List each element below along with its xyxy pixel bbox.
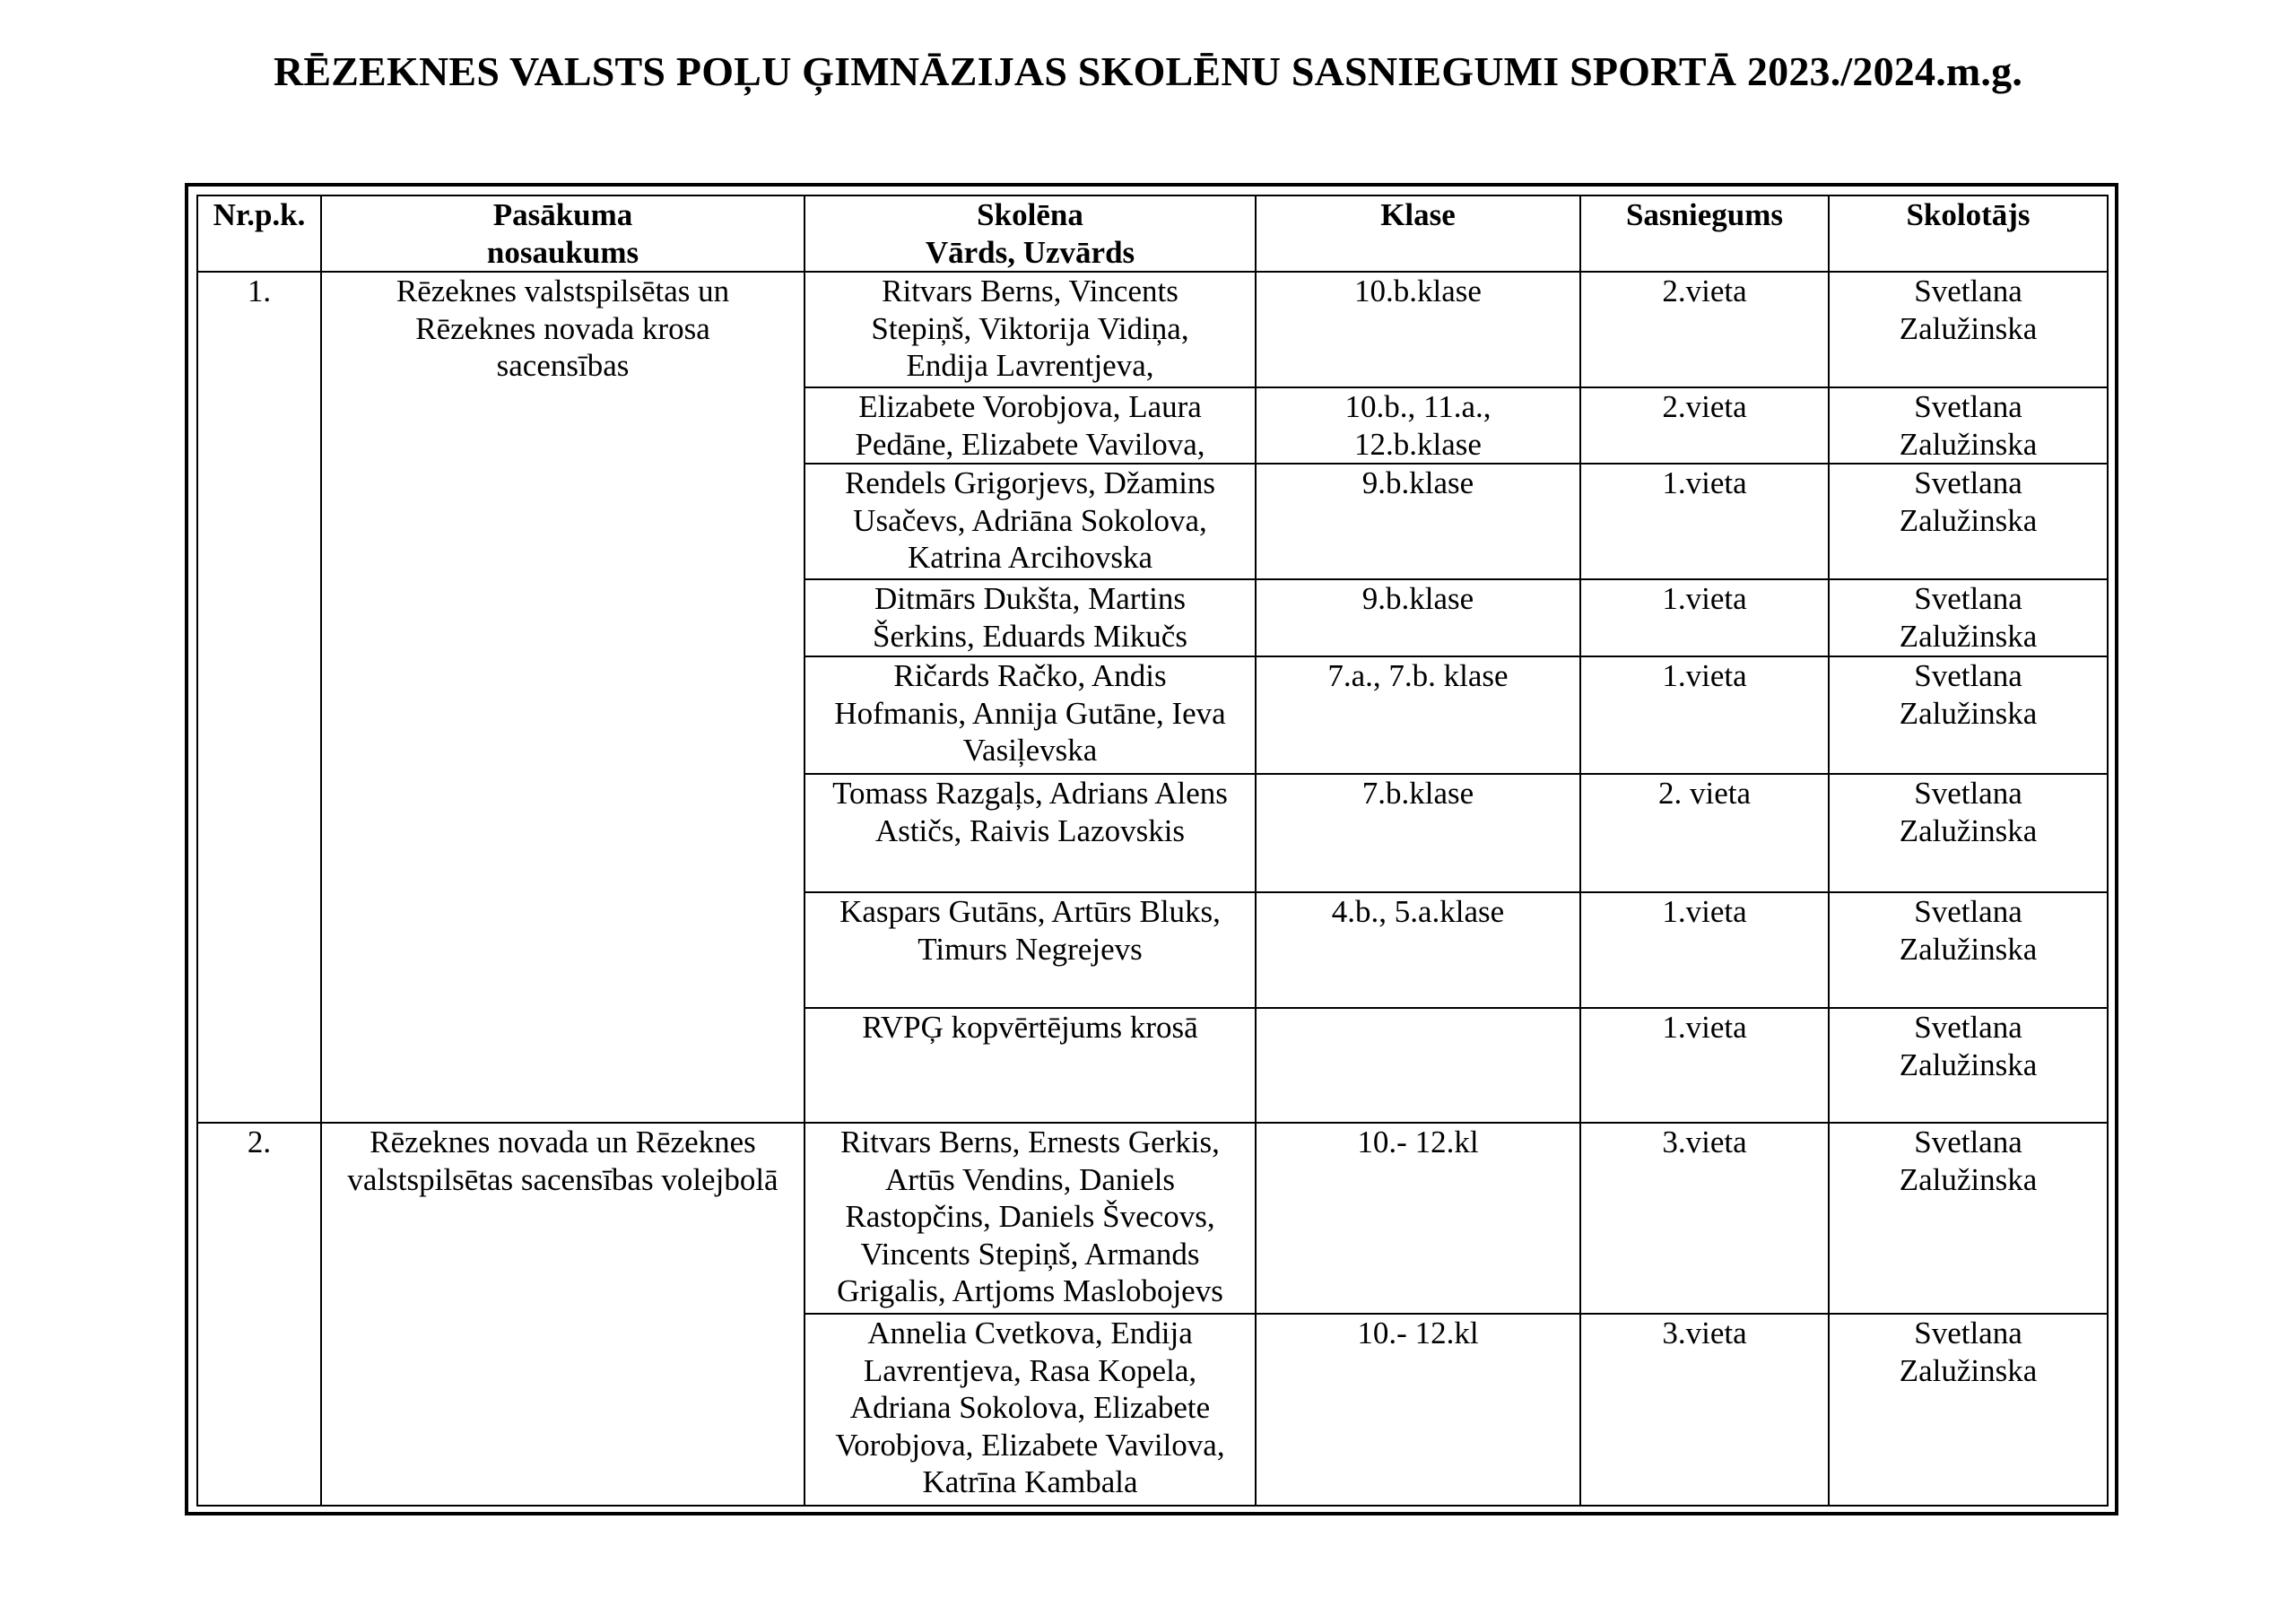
class-cell: 9.b.klase	[1256, 464, 1580, 579]
teacher-cell: Svetlana Zalužinska	[1829, 579, 2108, 656]
teacher-cell: Svetlana Zalužinska	[1829, 774, 2108, 892]
class-cell	[1256, 1008, 1580, 1123]
teacher-cell: Svetlana Zalužinska	[1829, 656, 2108, 774]
class-cell: 10.b., 11.a., 12.b.klase	[1256, 387, 1580, 464]
students-cell: Rendels Grigorjevs, Džamins Usačevs, Adriāna Sokolova, Katrina Arcihovska	[804, 464, 1256, 579]
class-cell: 10.b.klase	[1256, 272, 1580, 387]
class-cell: 10.- 12.kl	[1256, 1314, 1580, 1506]
header-row	[197, 195, 2108, 272]
event-name: Rēzeknes valstspilsētas un Rēzeknes novada krosa sacensības	[321, 272, 804, 1123]
teacher-cell: Svetlana Zalužinska	[1829, 1314, 2108, 1506]
header-teacher: Skolotājs	[1829, 195, 2108, 272]
teacher-cell: Svetlana Zalužinska	[1829, 272, 2108, 387]
class-cell: 9.b.klase	[1256, 579, 1580, 656]
teacher-cell: Svetlana Zalužinska	[1829, 387, 2108, 464]
result-cell: 1.vieta	[1580, 656, 1829, 774]
students-cell: Elizabete Vorobjova, Laura Pedāne, Elizabete Vavilova,	[804, 387, 1256, 464]
teacher-cell: Svetlana Zalužinska	[1829, 464, 2108, 579]
class-cell: 7.b.klase	[1256, 774, 1580, 892]
teacher-cell: Svetlana Zalužinska	[1829, 892, 2108, 1008]
result-cell: 1.vieta	[1580, 1008, 1829, 1123]
students-cell: RVPĢ kopvērtējums krosā	[804, 1008, 1256, 1123]
document-title: RĒZEKNES VALSTS POĻU ĢIMNĀZIJAS SKOLĒNU SASNIEGUMI SPORTĀ 2023./2024.m.g.	[273, 48, 2023, 94]
table-row	[197, 1123, 2108, 1314]
class-cell: 7.a., 7.b. klase	[1256, 656, 1580, 774]
header-number: Nr.p.k.	[197, 195, 321, 272]
students-cell: Kaspars Gutāns, Artūrs Bluks, Timurs Negrejevs	[804, 892, 1256, 1008]
students-cell: Ritvars Berns, Ernests Gerkis, Artūs Vendins, Daniels Rastopčins, Daniels Švecovs, Vincents Stepiņš, Armands Grigalis, Artjoms Maslobojevs	[804, 1123, 1256, 1314]
students-cell: Ditmārs Dukšta, Martins Šerkins, Eduards Mikučs	[804, 579, 1256, 656]
header-students: Skolēna Vārds, Uzvārds	[804, 195, 1256, 272]
result-cell: 3.vieta	[1580, 1123, 1829, 1314]
event-number: 1.	[197, 272, 321, 1123]
header-result: Sasniegums	[1580, 195, 1829, 272]
table-row	[197, 272, 2108, 387]
results-table	[196, 195, 2109, 1507]
result-cell: 2. vieta	[1580, 774, 1829, 892]
result-cell: 3.vieta	[1580, 1314, 1829, 1506]
header-event: Pasākuma nosaukums	[321, 195, 804, 272]
class-cell: 4.b., 5.a.klase	[1256, 892, 1580, 1008]
result-cell: 1.vieta	[1580, 892, 1829, 1008]
event-name: Rēzeknes novada un Rēzeknes valstspilsētas sacensības volejbolā	[321, 1123, 804, 1506]
class-cell: 10.- 12.kl	[1256, 1123, 1580, 1314]
students-cell: Annelia Cvetkova, Endija Lavrentjeva, Rasa Kopela, Adriana Sokolova, Elizabete Vorobjova, Elizabete Vavilova, Katrīna Kambala	[804, 1314, 1256, 1506]
teacher-cell: Svetlana Zalužinska	[1829, 1008, 2108, 1123]
students-cell: Tomass Razgaļs, Adrians Alens Astičs, Raivis Lazovskis	[804, 774, 1256, 892]
students-cell: Ritvars Berns, Vincents Stepiņš, Viktorija Vidiņa, Endija Lavrentjeva,	[804, 272, 1256, 387]
teacher-cell: Svetlana Zalužinska	[1829, 1123, 2108, 1314]
result-cell: 1.vieta	[1580, 579, 1829, 656]
result-cell: 2.vieta	[1580, 272, 1829, 387]
header-class: Klase	[1256, 195, 1580, 272]
event-number: 2.	[197, 1123, 321, 1506]
result-cell: 2.vieta	[1580, 387, 1829, 464]
students-cell: Ričards Račko, Andis Hofmanis, Annija Gutāne, Ieva Vasiļevska	[804, 656, 1256, 774]
result-cell: 1.vieta	[1580, 464, 1829, 579]
